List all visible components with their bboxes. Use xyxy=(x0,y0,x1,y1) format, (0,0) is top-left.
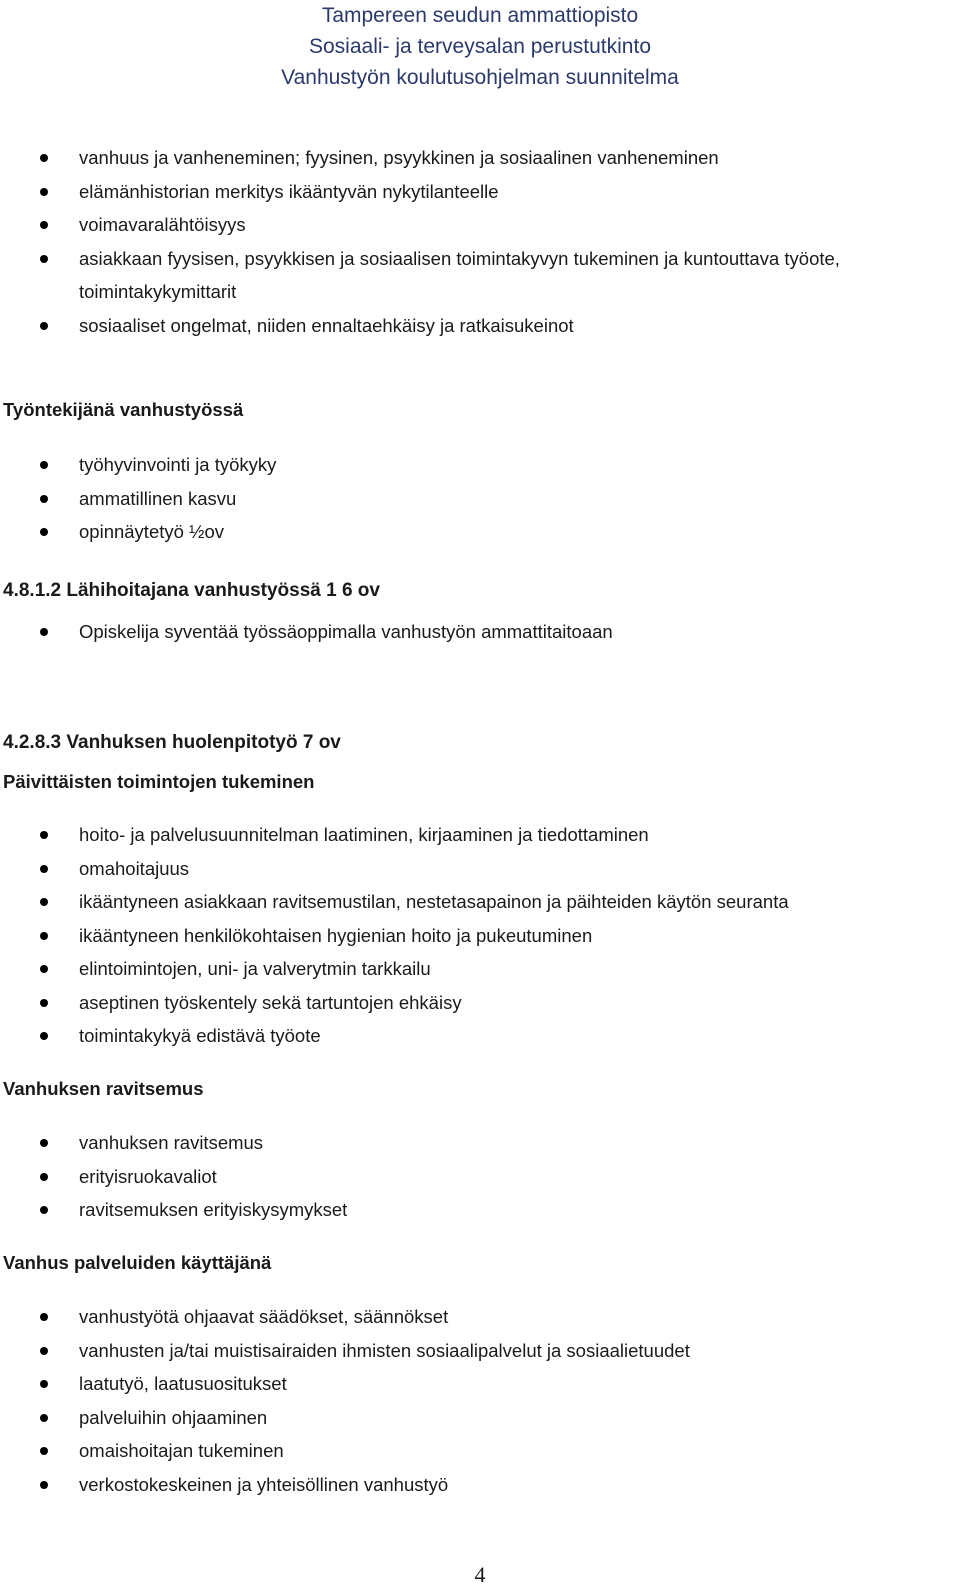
bullet-icon xyxy=(40,999,48,1007)
bullet-icon xyxy=(40,1313,48,1321)
bullet-icon xyxy=(40,1032,48,1040)
section-4812-title: 4.8.1.2 Lähihoitajana vanhustyössä 1 6 ov xyxy=(3,580,380,601)
list-item: laatutyö, laatusuositukset xyxy=(0,1367,960,1401)
bullet-icon xyxy=(40,965,48,973)
list-item: hoito- ja palvelusuunnitelman laatiminen, kirjaaminen ja tiedottaminen xyxy=(0,818,960,852)
bullet-icon xyxy=(40,495,48,503)
section-4283-title: 4.2.8.3 Vanhuksen huolenpitotyö 7 ov xyxy=(3,732,341,753)
bullet-icon xyxy=(40,865,48,873)
list-item: verkostokeskeinen ja yhteisöllinen vanhustyö xyxy=(0,1468,960,1502)
bullet-icon xyxy=(40,1380,48,1388)
bullet-icon xyxy=(40,1173,48,1181)
aging-topics-list xyxy=(0,141,960,342)
list-item: työhyvinvointi ja työkyky xyxy=(0,448,960,482)
bullet-icon xyxy=(40,628,48,636)
bullet-icon xyxy=(40,1347,48,1355)
list-item: sosiaaliset ongelmat, niiden ennaltaehkäisy ja ratkaisukeinot xyxy=(0,309,960,343)
practical-list xyxy=(0,615,960,649)
heading-ravitsemus: Vanhuksen ravitsemus xyxy=(3,1078,204,1099)
list-item: ammatillinen kasvu xyxy=(0,482,960,516)
list-item: ikääntyneen asiakkaan ravitsemustilan, nestetasapainon ja päihteiden käytön seuranta xyxy=(0,885,960,919)
bullet-icon xyxy=(40,461,48,469)
bullet-icon xyxy=(40,221,48,229)
bullet-icon xyxy=(40,188,48,196)
list-item: asiakkaan fyysisen, psyykkisen ja sosiaalisen toimintakyvyn tukeminen ja kuntouttava työote, toimintakykymittarit xyxy=(0,242,960,309)
header-institution: Tampereen seudun ammattiopisto xyxy=(321,4,639,27)
list-item: voimavaralähtöisyys xyxy=(0,208,960,242)
bullet-icon xyxy=(40,932,48,940)
heading-paivittaisten: Päivittäisten toimintojen tukeminen xyxy=(3,771,315,792)
list-item: vanhuksen ravitsemus xyxy=(0,1126,960,1160)
document-header xyxy=(0,0,960,93)
list-item: omaishoitajan tukeminen xyxy=(0,1434,960,1468)
list-item: omahoitajuus xyxy=(0,852,960,886)
bullet-icon xyxy=(40,831,48,839)
list-item: ikääntyneen henkilökohtaisen hygienian hoito ja pukeutuminen xyxy=(0,919,960,953)
header-degree: Sosiaali- ja terveysalan perustutkinto xyxy=(308,35,651,58)
header-plan-title: Vanhustyön koulutusohjelman suunnitelma xyxy=(281,66,679,89)
bullet-icon xyxy=(40,1481,48,1489)
services-list xyxy=(0,1300,960,1501)
bullet-icon xyxy=(40,898,48,906)
bullet-icon xyxy=(40,1139,48,1147)
bullet-icon xyxy=(40,528,48,536)
list-item: toimintakykyä edistävä työote xyxy=(0,1019,960,1053)
bullet-icon xyxy=(40,1414,48,1422)
bullet-icon xyxy=(40,1447,48,1455)
list-item: aseptinen työskentely sekä tartuntojen ehkäisy xyxy=(0,986,960,1020)
list-item: palveluihin ohjaaminen xyxy=(0,1401,960,1435)
worker-list xyxy=(0,448,960,549)
bullet-icon xyxy=(40,154,48,162)
bullet-icon xyxy=(40,255,48,263)
list-item: vanhuus ja vanheneminen; fyysinen, psyykkinen ja sosiaalinen vanheneminen xyxy=(0,141,960,175)
daily-support-list xyxy=(0,818,960,1053)
heading-palveluiden: Vanhus palveluiden käyttäjänä xyxy=(3,1252,272,1273)
bullet-icon xyxy=(40,322,48,330)
list-item: vanhusten ja/tai muistisairaiden ihmisten sosiaalipalvelut ja sosiaalietuudet xyxy=(0,1334,960,1368)
page-number: 4 xyxy=(474,1562,486,1587)
heading-tyontekijana: Työntekijänä vanhustyössä xyxy=(3,399,244,420)
list-item: erityisruokavaliot xyxy=(0,1160,960,1194)
list-item: opinnäytetyö ½ov xyxy=(0,515,960,549)
list-item: ravitsemuksen erityiskysymykset xyxy=(0,1193,960,1227)
list-item: Opiskelija syventää työssäoppimalla vanhustyön ammattitaitoaan xyxy=(0,615,960,649)
list-item: elintoimintojen, uni- ja valverytmin tarkkailu xyxy=(0,952,960,986)
list-item: elämänhistorian merkitys ikääntyvän nykytilanteelle xyxy=(0,175,960,209)
nutrition-list xyxy=(0,1126,960,1227)
list-item: vanhustyötä ohjaavat säädökset, säännökset xyxy=(0,1300,960,1334)
bullet-icon xyxy=(40,1206,48,1214)
